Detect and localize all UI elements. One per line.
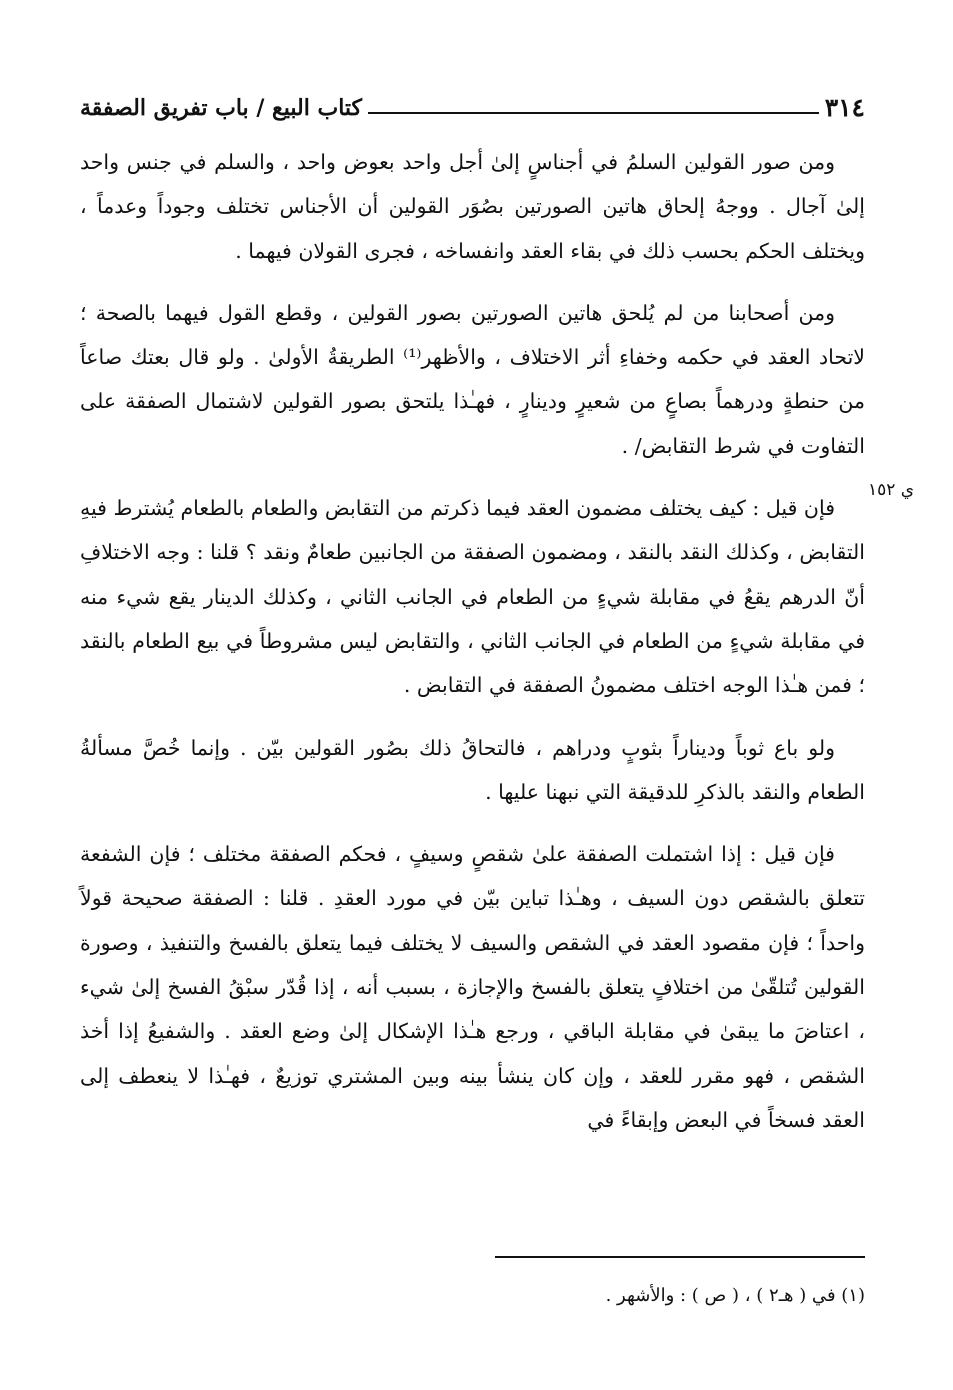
header-rule xyxy=(368,112,819,114)
paragraph-3: فإن قيل : كيف يختلف مضمون العقد فيما ذكرتم من التقابض والطعام بالطعام يُشترط فيهِ التقابض ، وكذلك النقد بالنقد ، ومضمون الصفقة من الجانبين طعامٌ ونقد ؟ قلنا : وجه الاختلافِ أنّ الدرهم يقعُ في مقابلة شيءٍ من الطعام في الجانب الثاني ، وكذلك الدينار يقع شيء منه في مقابلة شيءٍ من الطعام في الجانب الثاني ، والتقابض ليس مشروطاً في بيع الطعام بالنقد ؛ فمن هـٰذا الوجه اختلف مضمونُ الصفقة في التقابض . xyxy=(80,496,865,698)
main-text xyxy=(80,140,865,1160)
paragraph-2: ومن أصحابنا من لم يُلحق هاتين الصورتين بصور القولين ، وقطع القول فيهما بالصحة ؛ لاتحاد العقد في حكمه وخفاءِ أثر الاختلاف ، والأظهر⁽¹⁾ الطريقةُ الأولىٰ . ولو قال بعتك صاعاً من حنطةٍ ودرهماً بصاعٍ من شعيرٍ ودينارٍ ، فهـٰذا يلتحق بصور القولين لاشتمال الصفقة على التفاوت في شرط التقابض/ . xyxy=(80,300,865,458)
paragraph-4: ولو باع ثوباً وديناراً بثوبٍ ودراهم ، فالتحاقُ ذلك بصُور القولين بيّن . وإنما خُصَّ مسألةُ الطعام والنقد بالذكرِ للدقيقة التي نبهنا عليها . xyxy=(80,735,865,804)
paragraph-5: فإن قيل : إذا اشتملت الصفقة علىٰ شقصٍ وسيفٍ ، فحكم الصفقة مختلف ؛ فإن الشفعة تتعلق بالشقص دون السيف ، وهـٰذا تباين بيّن في مورد العقدِ . قلنا : الصفقة صحيحة قولاً واحداً ؛ فإن مقصود العقد في الشقص والسيف لا يختلف فيما يتعلق بالفسخ والتنفيذ ، وصورة القولين تُتلقّىٰ من اختلافٍ يتعلق بالفسخ والإجازة ، بسبب أنه ، إذا قُدّر سبْقُ الفسخ إلىٰ شيء ، اعتاضَ ما يبقىٰ في مقابلة الباقي ، ورجع هـٰذا الإشكال إلىٰ وضع العقد . والشفيعُ إذا أخذ الشقص ، فهو مقرر للعقد ، وإن كان ينشأ بينه وبين المشتري توزيعٌ ، فهـٰذا لا ينعطف إلى العقد فسخاً في البعض وإبقاءً في xyxy=(80,842,865,1132)
paragraph-1: ومن صور القولين السلمُ في أجناسٍ إلىٰ أجل واحد بعوض واحد ، والسلم في جنس واحد إلىٰ آجال . ووجهُ إلحاق هاتين الصورتين بصُوَر القولين أن الأجناس تختلف وجوداً وعدماً ، ويختلف الحكم بحسب ذلك في بقاء العقد وانفساخه ، فجرى القولان فيهما . xyxy=(80,150,865,263)
manuscript-margin-note: ي ١٥٢ xyxy=(868,480,915,500)
running-header xyxy=(80,84,865,124)
footnote: (١) في ( هـ٢ ) ، ( ص ) : والأشهر . xyxy=(605,1285,865,1306)
page-number: ٣١٤ xyxy=(824,93,865,122)
chapter-title: كتاب البيع / باب تفريق الصفقة xyxy=(80,95,363,121)
footnote-separator xyxy=(495,1256,865,1258)
